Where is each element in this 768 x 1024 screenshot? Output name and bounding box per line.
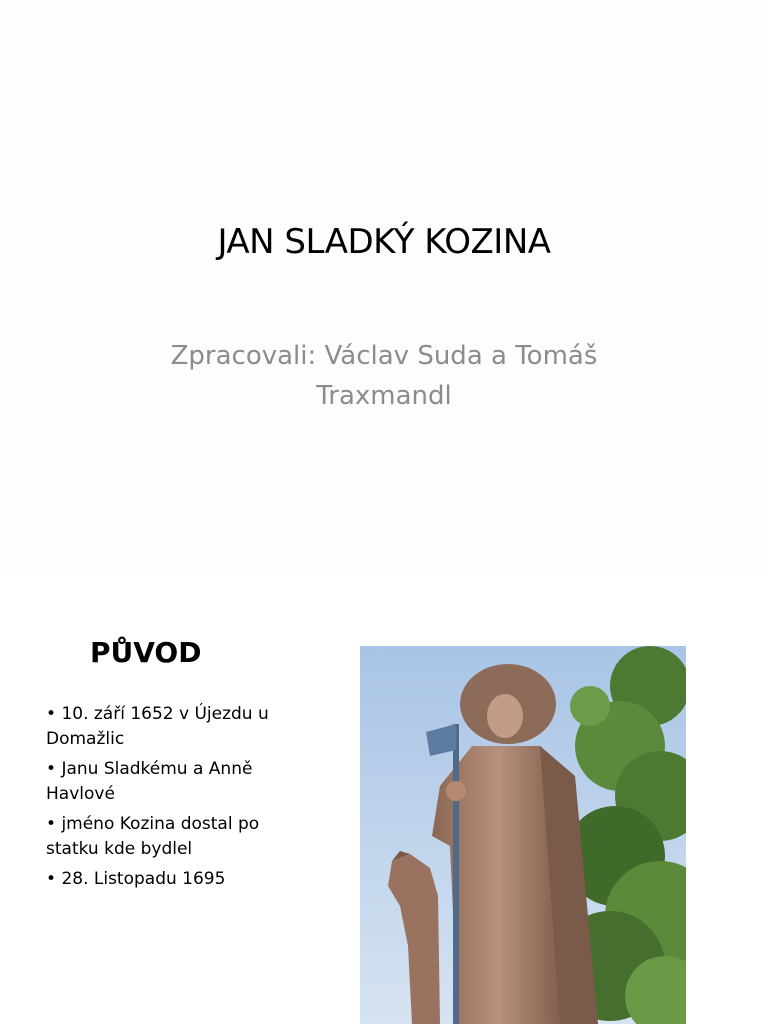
presentation-title: JAN SLADKÝ KOZINA (217, 222, 551, 262)
bullet-item: • Janu Sladkému a Anně Havlové (46, 757, 306, 807)
origin-slide (0, 576, 768, 1024)
subtitle-line-2: Traxmandl (316, 381, 452, 411)
bullet-list (46, 702, 306, 897)
presentation-subtitle (130, 336, 638, 416)
bullet-item: • 28. Listopadu 1695 (46, 867, 306, 892)
statue-photo (360, 646, 686, 1024)
bullet-item: • 10. září 1652 v Újezdu u Domažlic (46, 702, 306, 752)
section-heading: PŮVOD (90, 636, 202, 669)
statue-photo-illustration (360, 646, 686, 1024)
subtitle-line-1: Zpracovali: Václav Suda a Tomáš (170, 341, 598, 371)
statue-head (487, 694, 523, 738)
bullet-item: • jméno Kozina dostal po statku kde bydlel (46, 812, 306, 862)
statue-hand (446, 781, 466, 801)
